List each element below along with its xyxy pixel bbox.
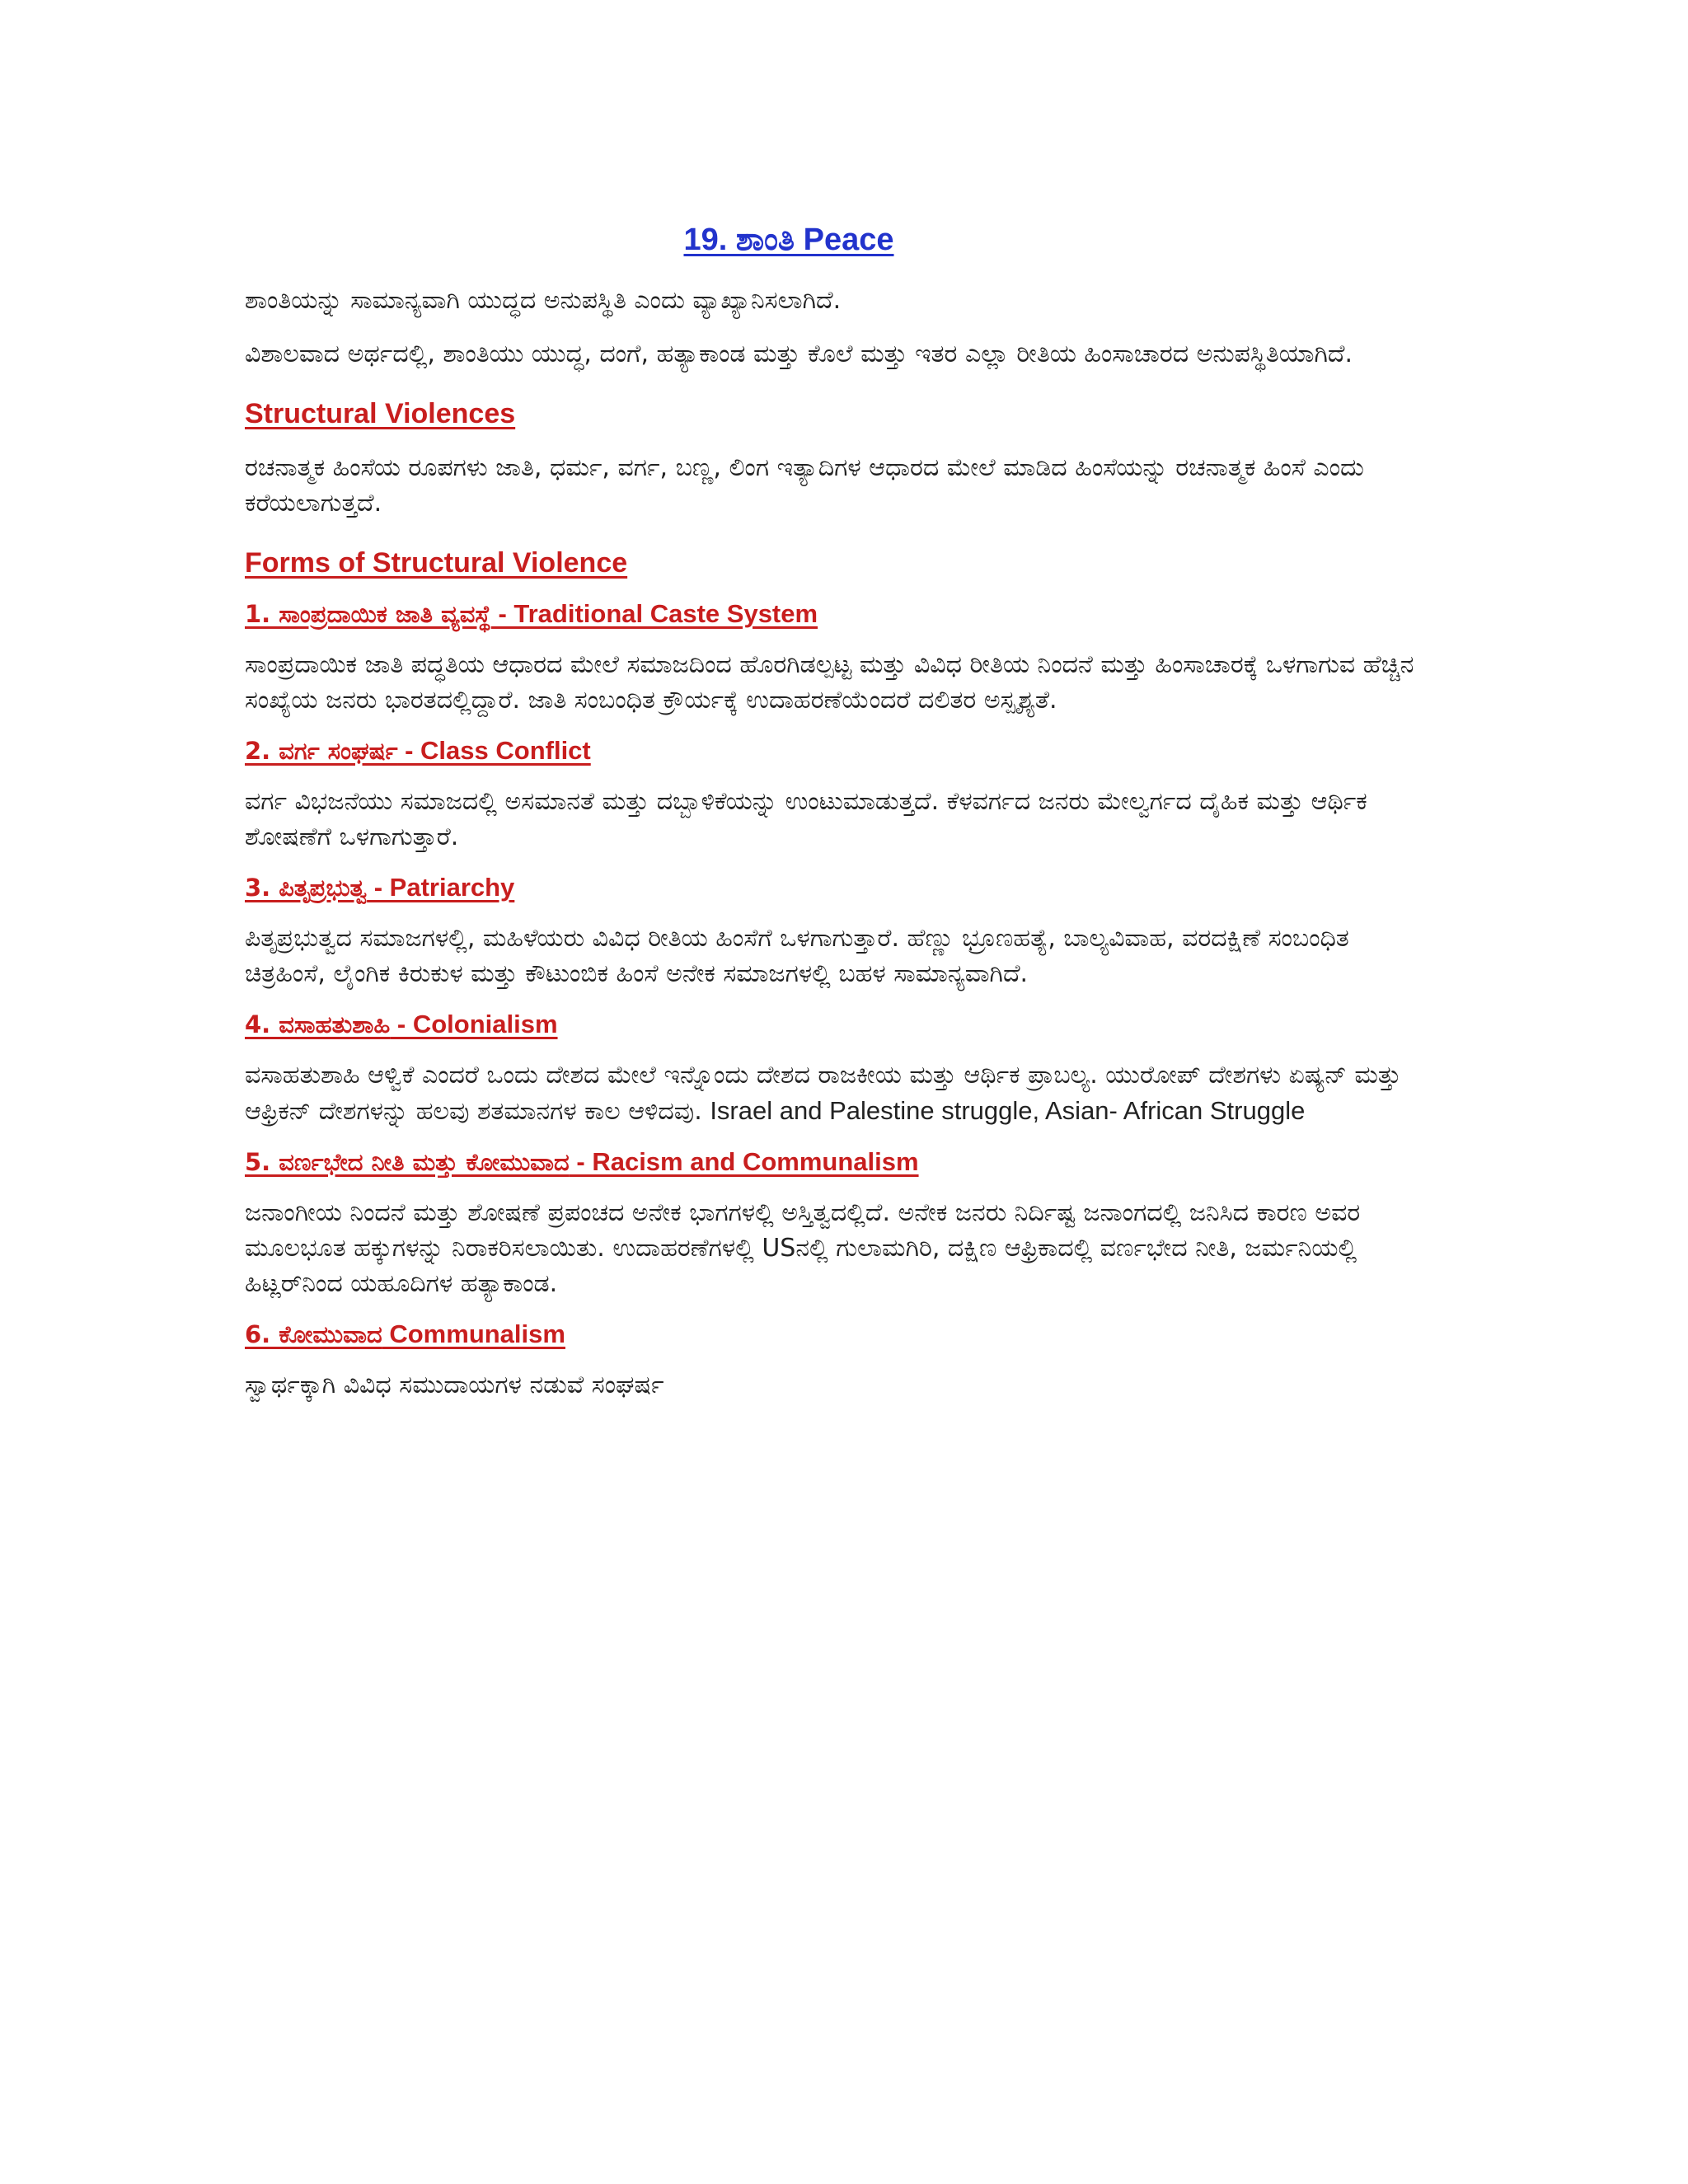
- heading-kannada: 3. ಪಿತೃಪ್ರಭುತ್ವ: [245, 874, 368, 902]
- heading-english: Communalism: [382, 1319, 565, 1348]
- colonialism-text-kannada: ವಸಾಹತುಶಾಹಿ ಆಳ್ವಿಕೆ ಎಂದರೆ ಒಂದು ದೇಶದ ಮೇಲೆ ಇನ್ನೊಂದು ದೇಶದ ರಾಜಕೀಯ ಮತ್ತು ಆರ್ಥಿಕ ಪ್ರಾಬಲ್ಯ. ಯುರೋಪ್ ದೇಶಗಳು ಏಷ್ಯನ್ ಮತ್ತು ಆಫ್ರಿಕನ್ ದೇಶಗಳನ್ನು ಹಲವು ಶತಮಾನಗಳ ಕಾಲ ಆಳಿದವು.: [245, 1061, 1401, 1126]
- communalism-heading: [245, 1319, 1415, 1349]
- caste-system-heading: [245, 599, 1415, 629]
- heading-kannada: 5. ವರ್ಣಭೇದ ನೀತಿ ಮತ್ತು ಕೋಮುವಾದ: [245, 1148, 570, 1176]
- heading-english: - Class Conflict: [397, 736, 591, 765]
- structural-violences-text: ರಚನಾತ್ಮಕ ಹಿಂಸೆಯ ರೂಪಗಳು ಜಾತಿ, ಧರ್ಮ, ವರ್ಗ, ಬಣ್ಣ, ಲಿಂಗ ಇತ್ಯಾದಿಗಳ ಆಧಾರದ ಮೇಲೆ ಮಾಡಿದ ಹಿಂಸೆಯನ್ನು ರಚನಾತ್ಮಕ ಹಿಂಸೆ ಎಂದು ಕರೆಯಲಾಗುತ್ತದೆ.: [245, 453, 1364, 518]
- forms-heading: Forms of Structural Violence: [245, 547, 628, 579]
- patriarchy-heading: [245, 873, 1415, 902]
- colonialism-heading: [245, 1010, 1415, 1039]
- heading-english: - Traditional Caste System: [490, 599, 818, 628]
- intro-paragraph-2: ವಿಶಾಲವಾದ ಅರ್ಥದಲ್ಲಿ, ಶಾಂತಿಯು ಯುದ್ಧ, ದಂಗೆ, ಹತ್ಯಾಕಾಂಡ ಮತ್ತು ಕೊಲೆ ಮತ್ತು ಇತರ ಎಲ್ಲಾ ರೀತಿಯ ಹಿಂಸಾಚಾರದ ಅನುಪಸ್ಥಿತಿಯಾಗಿದೆ.: [245, 340, 1353, 368]
- class-conflict-text: ವರ್ಗ ವಿಭಜನೆಯು ಸಮಾಜದಲ್ಲಿ ಅಸಮಾನತೆ ಮತ್ತು ದಬ್ಬಾಳಿಕೆಯನ್ನು ಉಂಟುಮಾಡುತ್ತದೆ. ಕೆಳವರ್ಗದ ಜನರು ಮೇಲ್ವರ್ಗದ ದೈಹಿಕ ಮತ್ತು ಆರ್ಥಿಕ ಶೋಷಣೆಗೆ ಒಳಗಾಗುತ್ತಾರೆ.: [245, 787, 1367, 851]
- colonialism-text-english: Israel and Palestine struggle, Asian- African Struggle: [710, 1096, 1306, 1125]
- heading-english: - Colonialism: [390, 1010, 558, 1038]
- heading-kannada: 6. ಕೋಮುವಾದ: [245, 1320, 382, 1348]
- heading-kannada: 1. ಸಾಂಪ್ರದಾಯಿಕ ಜಾತಿ ವ್ಯವಸ್ಥೆ: [245, 600, 491, 628]
- racism-communalism-text: ಜನಾಂಗೀಯ ನಿಂದನೆ ಮತ್ತು ಶೋಷಣೆ ಪ್ರಪಂಚದ ಅನೇಕ ಭಾಗಗಳಲ್ಲಿ ಅಸ್ತಿತ್ವದಲ್ಲಿದೆ. ಅನೇಕ ಜನರು ನಿರ್ದಿಷ್ಟ ಜನಾಂಗದಲ್ಲಿ ಜನಿಸಿದ ಕಾರಣ ಅವರ ಮೂಲಭೂತ ಹಕ್ಕುಗಳನ್ನು ನಿರಾಕರಿಸಲಾಯಿತು. ಉದಾಹರಣೆಗಳಲ್ಲಿ USನಲ್ಲಿ ಗುಲಾಮಗಿರಿ, ದಕ್ಷಿಣ ಆಫ್ರಿಕಾದಲ್ಲಿ ವರ್ಣಭೇದ ನೀತಿ, ಜರ್ಮನಿಯಲ್ಲಿ ಹಿಟ್ಲರ್‌ನಿಂದ ಯಹೂದಿಗಳ ಹತ್ಯಾಕಾಂಡ.: [245, 1198, 1361, 1298]
- heading-kannada: 2. ವರ್ಗ ಸಂಘರ್ಷ: [245, 737, 398, 765]
- intro-paragraph-1: ಶಾಂತಿಯನ್ನು ಸಾಮಾನ್ಯವಾಗಿ ಯುದ್ಧದ ಅನುಪಸ್ಥಿತಿ ಎಂದು ವ್ಯಾಖ್ಯಾನಿಸಲಾಗಿದೆ.: [245, 286, 842, 315]
- document-content: [245, 223, 1415, 1421]
- heading-kannada: 4. ವಸಾಹತುಶಾಹಿ: [245, 1010, 391, 1038]
- heading-english: - Racism and Communalism: [569, 1147, 919, 1176]
- page-title: 19. ಶಾಂತಿ Peace: [683, 223, 894, 257]
- colonialism-text: [245, 1057, 1415, 1129]
- communalism-text: ಸ್ವಾರ್ಥಕ್ಕಾಗಿ ವಿವಿಧ ಸಮುದಾಯಗಳ ನಡುವೆ ಸಂಘರ್ಷ: [245, 1371, 664, 1399]
- patriarchy-text: ಪಿತೃಪ್ರಭುತ್ವದ ಸಮಾಜಗಳಲ್ಲಿ, ಮಹಿಳೆಯರು ವಿವಿಧ ರೀತಿಯ ಹಿಂಸೆಗೆ ಒಳಗಾಗುತ್ತಾರೆ. ಹೆಣ್ಣು ಭ್ರೂಣಹತ್ಯೆ, ಬಾಲ್ಯವಿವಾಹ, ವರದಕ್ಷಿಣೆ ಸಂಬಂಧಿತ ಚಿತ್ರಹಿಂಸೆ, ಲೈಂಗಿಕ ಕಿರುಕುಳ ಮತ್ತು ಕೌಟುಂಬಿಕ ಹಿಂಸೆ ಅನೇಕ ಸಮಾಜಗಳಲ್ಲಿ ಬಹಳ ಸಾಮಾನ್ಯವಾಗಿದೆ.: [245, 924, 1349, 988]
- heading-english: - Patriarchy: [367, 873, 515, 902]
- class-conflict-heading: [245, 736, 1415, 766]
- caste-system-text: ಸಾಂಪ್ರದಾಯಿಕ ಜಾತಿ ಪದ್ಧತಿಯ ಆಧಾರದ ಮೇಲೆ ಸಮಾಜದಿಂದ ಹೊರಗಿಡಲ್ಪಟ್ಟ ಮತ್ತು ವಿವಿಧ ರೀತಿಯ ನಿಂದನೆ ಮತ್ತು ಹಿಂಸಾಚಾರಕ್ಕೆ ಒಳಗಾಗುವ ಹೆಚ್ಚಿನ ಸಂಖ್ಯೆಯ ಜನರು ಭಾರತದಲ್ಲಿದ್ದಾರೆ. ಜಾತಿ ಸಂಬಂಧಿತ ಕ್ರೌರ್ಯಕ್ಕೆ ಉದಾಹರಣೆಯೆಂದರೆ ದಲಿತರ ಅಸ್ಪೃಶ್ಯತೆ.: [245, 650, 1414, 715]
- racism-communalism-heading: [245, 1147, 1415, 1177]
- structural-violences-heading: Structural Violences: [245, 398, 516, 429]
